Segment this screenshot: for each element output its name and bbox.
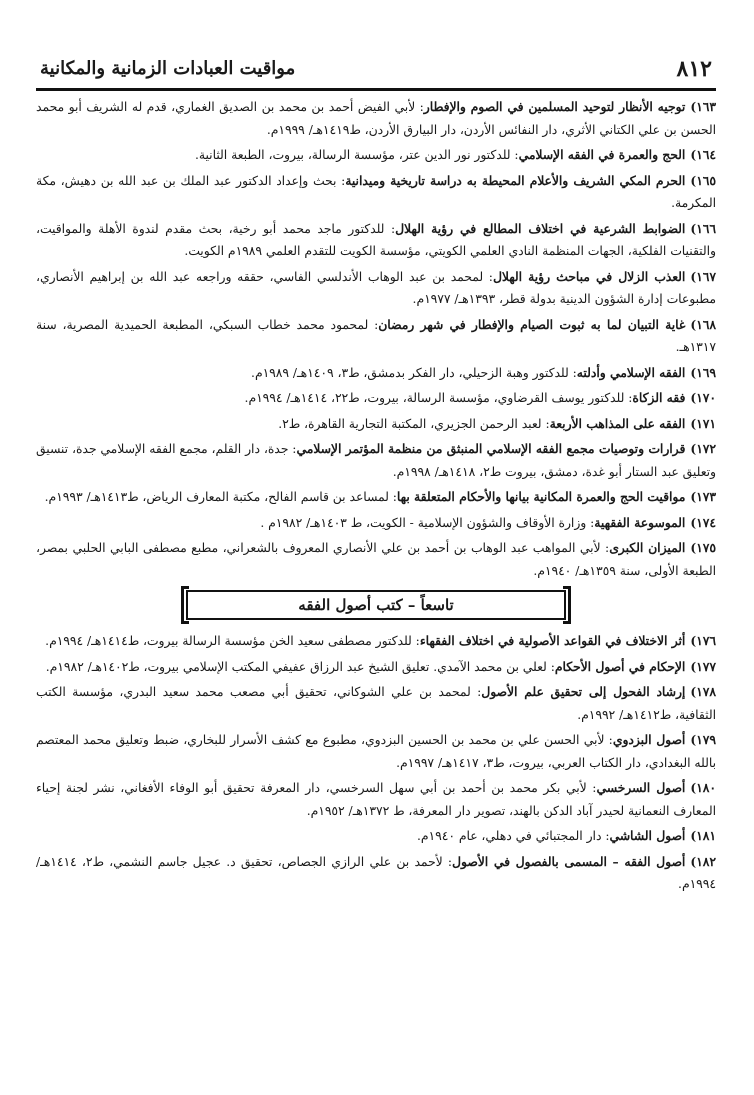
entry-number: ١٦٤) [690,147,716,162]
entry-title: أصول البزدوي [612,732,686,747]
entry-title: الفقه الإسلامي وأدلته [576,364,686,380]
entry-details: : للدكتور يوسف القرضاوي، مؤسسة الرسالة، بيروت، ط٢٢، ١٤١٤هـ/ ١٩٩٤م. [244,391,633,405]
entry-number: ١٦٩) [690,364,716,380]
entry-details: : لأبي الحسن علي بن محمد بن الحسين البزدوي، مطبوع مع كشف الأسرار للبخاري، ضبط وتعليق محمد المعتصم بالله البغدادي، دار الكتاب العربي، بيروت، ط٣، ١٤١٧هـ/ ١٩٩٧م. [36,733,716,770]
running-title: مواقيت العبادات الزمانية والمكانية [40,58,296,79]
bibliography-entry [36,656,716,679]
section-title: تاسعاً – كتب أصول الفقه [298,596,454,614]
bibliography-entry [36,144,716,167]
bibliography-entry [36,362,716,385]
entry-number: ١٦٦) [690,220,716,236]
bibliography-entry [36,413,716,436]
bibliography-entry [36,266,716,311]
entry-number: ١٧٩) [690,732,716,747]
entry-details: : لعبد الرحمن الجزيري، المكتبة التجارية القاهرة، ط٢. [278,416,550,431]
entry-title: الضوابط الشرعية في اختلاف المطالع في رؤية الهلال [395,220,686,236]
bibliography-entry [36,777,716,822]
entry-details: : لعلي بن محمد الآمدي. تعليق الشيخ عبد الرزاق عفيفي المكتب الإسلامي بيروت، ط١٤٠٢هـ/ ١٩٨٢م. [45,659,555,674]
entry-title: الحج والعمرة في الفقه الإسلامي [518,147,686,162]
entry-number: ١٦٥) [690,172,717,188]
frame-corner-right [563,586,571,624]
entry-details: : للدكتور وهبة الزحيلي، دار الفكر بدمشق، ط٣، ١٤٠٩هـ/ ١٩٨٩م. [251,365,577,380]
entry-number: ١٦٧) [690,268,716,284]
entry-title: العذب الزلال في مباحث رؤية الهلال [492,268,686,284]
bibliography-entry [36,486,716,509]
entry-number: ١٧٢) [690,441,717,456]
entry-title: الإحكام في أصول الأحكام [554,658,686,674]
entry-title: الحرم المكي الشريف والأعلام المحيطة به دراسة تاريخية وميدانية [345,172,686,188]
bibliography-entry [36,851,716,896]
entry-number: ١٨٠) [690,780,716,795]
entry-details: : وزارة الأوقاف والشؤون الإسلامية - الكويت، ط ١٤٠٣هـ/ ١٩٨٢م . [260,515,595,530]
entry-title: الميزان الكبرى [609,540,686,555]
bibliography-entry [36,537,716,582]
entry-details: : جدة، دار القلم، مجمع الفقه الإسلامي جدة، تنسيق وتعليق عبد الستار أبو غدة، دمشق، بيروت ط٢، ١٤١٨هـ/ ١٩٩٨م. [36,442,716,479]
entry-title: فقه الزكاة [632,390,686,405]
bibliography-entry [36,729,716,774]
entry-title: أصول السرخسي [596,780,686,795]
entry-title: إرشاد الفحول إلى تحقيق علم الأصول [481,684,686,699]
bibliography-entry [36,825,716,848]
bibliography-entry [36,512,716,535]
page-number: ٨١٢ [676,56,712,82]
entry-title: أصول الشاشي [609,828,686,843]
frame-corner-left [181,586,189,624]
entries-group-fiqh [36,96,716,582]
entry-number: ١٧٣) [690,489,716,504]
entry-number: ١٧٧) [690,658,716,674]
entry-number: ١٦٣) [690,99,716,114]
entry-number: ١٨١) [690,828,716,843]
entry-number: ١٦٨) [690,316,716,332]
entry-title: أصول الفقه – المسمى بالفصول في الأصول [452,853,686,869]
bibliography-entry [36,387,716,410]
entry-title: أثر الاختلاف في القواعد الأصولية في اختلاف الفقهاء [419,633,686,648]
bibliography-entry [36,96,716,141]
entry-details: : لمحمد بن عبد الوهاب الأندلسي الفاسي، حققه وراجعه عبد الله بن إبراهيم الأنصاري، مطبوعات إدارة الشؤون الدينية بدولة قطر، ١٣٩٣هـ/ ١٩٧٧م. [36,269,716,306]
bibliography-entry [36,314,716,359]
entry-number: ١٧٨) [690,684,716,699]
entry-number: ١٧٥) [690,540,716,555]
entry-title: غاية التبيان لما به ثبوت الصيام والإفطار في شهر رمضان [378,316,686,332]
bibliography-entry [36,681,716,726]
entry-details: : لمساعد بن قاسم الفالح، مكتبة المعارف الرياض، ط١٤١٣هـ/ ١٩٩٣م. [44,490,397,504]
bibliography-list [36,96,716,899]
entries-group-usul [36,630,716,896]
entry-details: : لأحمد بن علي الرازي الجصاص، تحقيق د. عجيل جاسم النشمي، ط٢، ١٤١٤هـ/ ١٩٩٤م. [36,854,716,891]
entry-details: : لأبي الفيض أحمد بن محمد بن الصديق الغماري، قدم له الشريف أبو محمد الحسن بن علي الكتاني الأثري، دار النفائس الأردن، دار البيارق الأردن، ط١٤١٩هـ/ ١٩٩٩م. [36,100,716,137]
bibliography-entry [36,438,716,483]
bibliography-entry [36,170,716,215]
page-header [36,50,716,84]
entry-details: : دار المجتبائي في دهلي، عام ١٩٤٠م. [416,829,610,843]
entry-details: : لمحمد بن علي الشوكاني، تحقيق أبي مصعب محمد سعيد البدري، مؤسسة الكتب الثقافية، ط١٤١٢هـ/ ١٩٩٢م. [36,685,716,722]
entry-title: توجيه الأنظار لتوحيد المسلمين في الصوم والإفطار [423,99,686,114]
section-heading-box [186,590,566,620]
entry-number: ١٧٠) [690,390,716,405]
entry-title: الموسوعة الفقهية [594,514,686,530]
entry-number: ١٧٦) [690,633,716,648]
entry-details: : للدكتور مصطفى سعيد الخن مؤسسة الرسالة بيروت، ط١٤١٤هـ/ ١٩٩٤م. [45,634,420,648]
entry-details: : للدكتور ماجد محمد أبو رخية، بحث مقدم لندوة الأهلة والمواقيت، والتقنيات الفلكية، الجهات المنظمة النادي العلمي الكويتي، مؤسسة الكويت للتقدم العلمي ١٩٨٩م الكويت. [36,221,716,258]
bibliography-entry [36,630,716,653]
entry-details: : لأبي المواهب عبد الوهاب بن أحمد بن علي الأنصاري المعروف بالشعراني، مطبع مصطفى البابي الحلبي بمصر، الطبعة الأولى، سنة ١٣٥٩هـ/ ١٩٤٠م. [36,541,716,578]
entry-number: ١٨٢) [690,853,716,869]
entry-title: قرارات وتوصيات مجمع الفقه الإسلامي المنبثق من منظمة المؤتمر الإسلامي [296,441,686,456]
entry-title: الفقه على المذاهب الأربعة [549,415,686,431]
entry-number: ١٧١) [690,415,716,431]
entry-details: : لمحمود محمد خطاب السبكي، المطبعة الحميدية المصرية، سنة ١٣١٧هـ. [36,317,716,354]
entry-details: : للدكتور نور الدين عتر، مؤسسة الرسالة، بيروت، الطبعة الثانية. [194,148,519,162]
entry-details: : لأبي بكر محمد بن أحمد بن أبي سهل السرخسي، دار المعرفة تحقيق أبو الوفاء الأفغاني، نشر لجنة إحياء المعارف النعمانية لحيدر آباد الدكن بالهند، تصوير دار المعرفة، ط ١٣٧٢هـ/ ١٩٥٢م. [36,781,716,818]
bibliography-entry [36,218,716,263]
entry-title: مواقيت الحج والعمرة المكانية بيانها والأحكام المتعلقة بها [396,489,686,504]
entry-details: : بحث وإعداد الدكتور عبد الملك بن عبد الله بن دهيش، مكة المكرمة. [36,173,716,210]
entry-number: ١٧٤) [690,514,716,530]
header-rule [36,88,716,91]
